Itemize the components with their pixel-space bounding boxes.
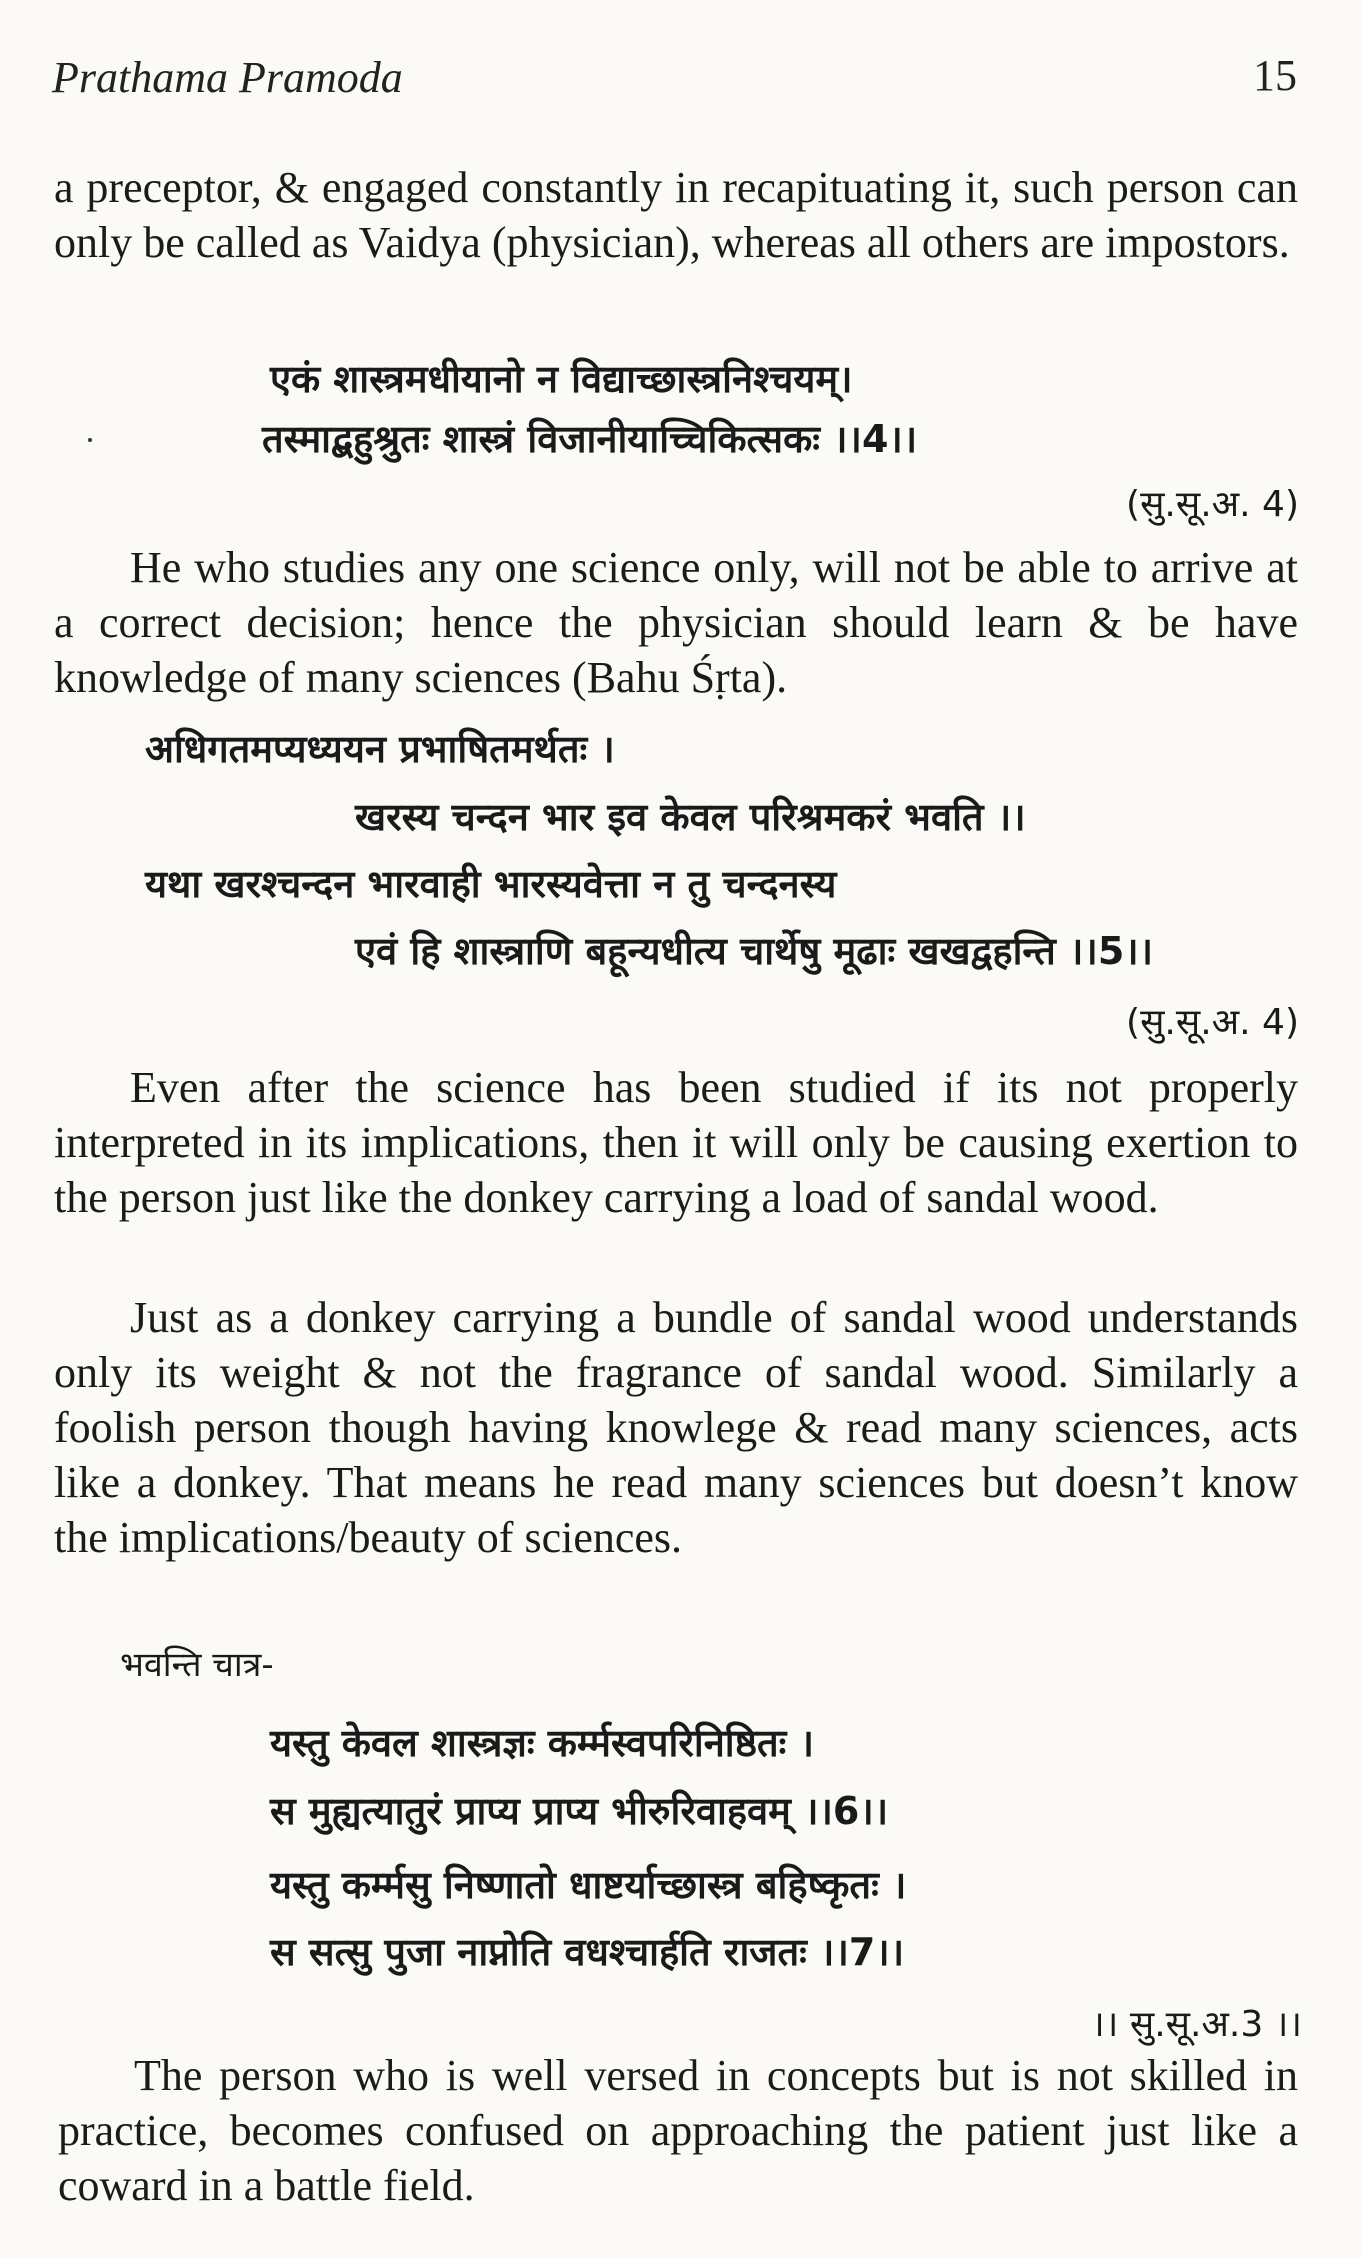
verse-5-line-4: एवं हि शास्त्राणि बहून्यधीत्य चार्थेषु मूढाः खखद्वहन्ति ।।5।। (355, 929, 1154, 973)
verse-4-reference: (सु.सू.अ. 4) (1126, 484, 1299, 525)
verse-4-line-2: तस्माद्बहुश्रुतः शास्त्रं विजानीयाच्चिकित्सकः ।।4।। (262, 417, 918, 461)
verse-6-line-1: यस्तु केवल शास्त्रज्ञः कर्म्मस्वपरिनिष्ठितः । (270, 1721, 814, 1765)
verse-5-line-3: यथा खरश्चन्दन भारवाही भारस्यवेत्ता न तु चन्दनस्य (145, 862, 837, 906)
paragraph-coward: The person who is well versed in concepts but is not skilled in practice, becomes confused on approaching the patient just like a coward in a battle field. (58, 2051, 1298, 2210)
paragraph-continuation: a preceptor, & engaged constantly in recapituating it, such person can only be called as Vaidya (physician), whereas all others are impostors. (54, 163, 1298, 267)
verse-4-line-1: एकं शास्त्रमधीयानो न विद्याच्छास्त्रनिश्चयम्। (270, 357, 853, 401)
paragraph-donkey-sandal: Just as a donkey carrying a bundle of sandal wood understands only its weight & not the fragrance of sandal wood. Similarly a foolish person though having knowlege & read many sciences, acts like a donkey. That means he read many sciences but doesn’t know the implications/beauty of sciences. (54, 1293, 1298, 1562)
page-number: 15 (1253, 51, 1297, 100)
running-header-title: Prathama Pramoda (52, 53, 403, 102)
paragraph-bahu-shruta: He who studies any one science only, will not be able to arrive at a correct decision; hence the physician should learn & be have knowledge of many sciences (Bahu Śṛta). (54, 543, 1298, 702)
verse-7-reference: ।। सु.सू.अ.3 ।। (1091, 2004, 1302, 2045)
paragraph-donkey-load: Even after the science has been studied if its not properly interpreted in its implications, then it will only be causing exertion to the person just like the donkey carrying a load of sandal wood. (54, 1063, 1298, 1222)
verse-7-line-1: यस्तु कर्म्मसु निष्णातो धाष्टर्याच्छास्त्र बहिष्कृतः । (270, 1863, 907, 1907)
bhavanti-catra: भवन्ति चात्र- (120, 1645, 274, 1685)
print-speck (88, 438, 92, 442)
verse-5-line-1: अधिगतमप्यध्ययन प्रभाषितमर्थतः । (145, 727, 615, 771)
verse-7-line-2: स सत्सु पुजा नाप्नोति वधश्चार्हति राजतः ।।7।। (270, 1930, 905, 1974)
verse-5-line-2: खरस्य चन्दन भार इव केवल परिश्रमकरं भवति ।। (355, 795, 1026, 839)
verse-5-reference: (सु.सू.अ. 4) (1126, 1002, 1299, 1043)
verse-6-line-2: स मुह्यत्यातुरं प्राप्य प्राप्य भीरुरिवाहवम् ।।6।। (270, 1789, 889, 1833)
